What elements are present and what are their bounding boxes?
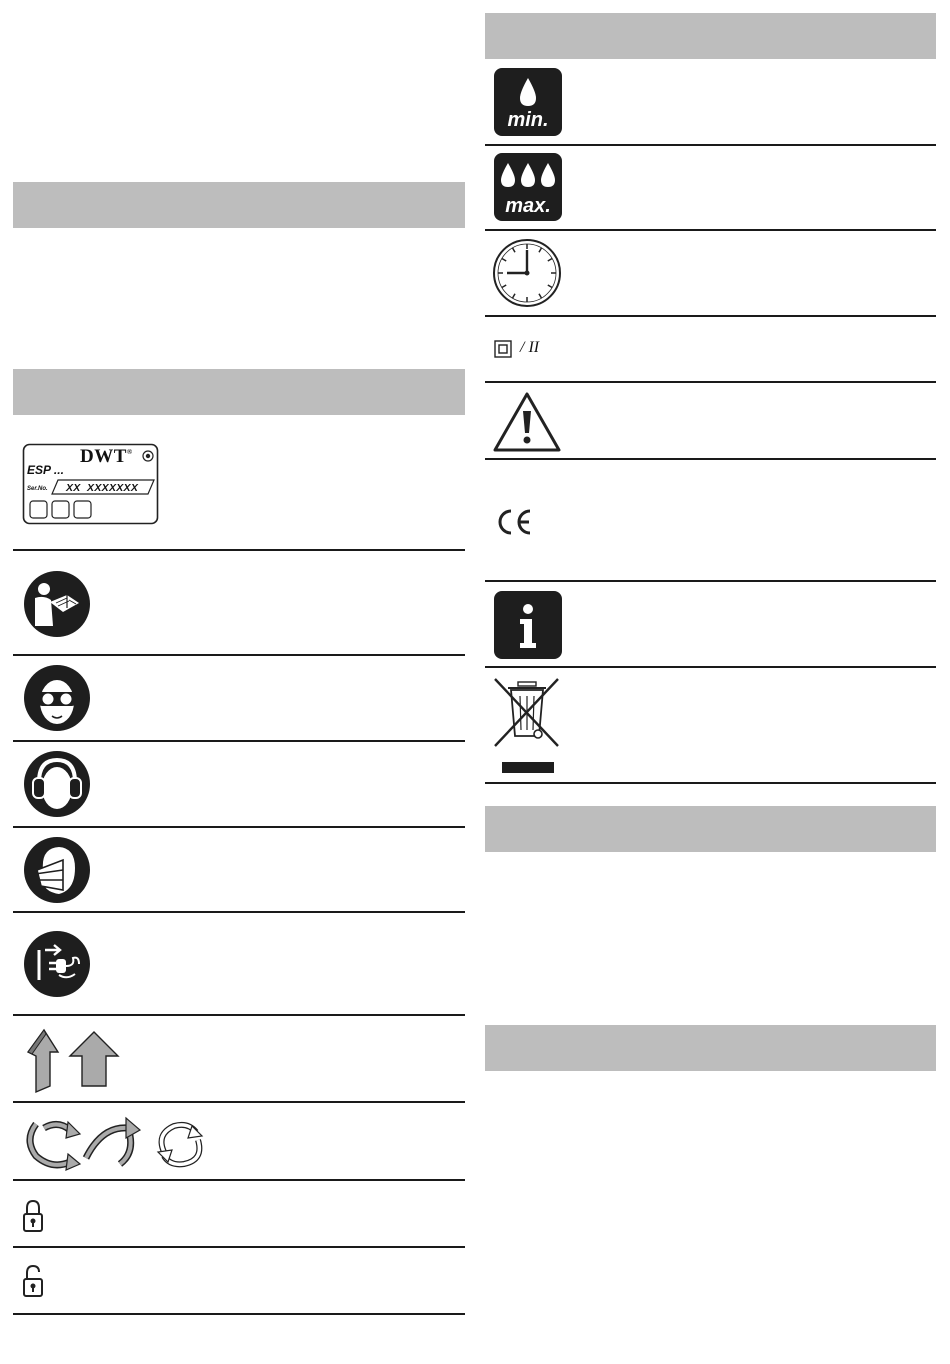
row-divider bbox=[485, 229, 936, 231]
plate-brand-name: DWT bbox=[80, 446, 127, 467]
info-icon bbox=[494, 591, 562, 659]
lock-closed-icon bbox=[22, 1199, 44, 1233]
section-header-band-1 bbox=[13, 182, 465, 228]
ear-protection-icon bbox=[23, 750, 91, 818]
direction-arrows-icon bbox=[22, 1022, 122, 1094]
row-divider bbox=[13, 1179, 465, 1181]
section-header-band-4 bbox=[485, 1025, 936, 1071]
plate-serial-label: Ser.No. bbox=[27, 486, 48, 492]
row-divider bbox=[13, 740, 465, 742]
row-divider bbox=[485, 458, 936, 460]
row-divider bbox=[13, 826, 465, 828]
safety-goggles-icon bbox=[23, 664, 91, 732]
row-divider bbox=[13, 1101, 465, 1103]
row-divider bbox=[13, 549, 465, 551]
plate-model: ESP ... bbox=[27, 463, 64, 477]
plate-brand bbox=[80, 446, 133, 468]
row-divider bbox=[485, 144, 936, 146]
plate-registered-mark: ® bbox=[126, 448, 133, 456]
protection-class-icon bbox=[494, 340, 512, 358]
ce-mark-icon bbox=[494, 508, 534, 536]
table-header-band bbox=[485, 13, 936, 59]
row-divider bbox=[485, 782, 936, 784]
min-label: min. bbox=[507, 109, 549, 131]
row-divider bbox=[13, 911, 465, 913]
lock-open-icon bbox=[22, 1264, 46, 1298]
row-divider bbox=[485, 315, 936, 317]
weee-bin-icon bbox=[492, 676, 562, 776]
read-manual-icon bbox=[23, 570, 91, 638]
row-divider bbox=[485, 381, 936, 383]
plate-serial-value: XX XXXXXXX bbox=[66, 482, 139, 494]
protection-class-label: / II bbox=[520, 339, 540, 356]
rotation-arrows-icon bbox=[22, 1112, 206, 1172]
unplug-icon bbox=[23, 930, 91, 998]
dust-mask-icon bbox=[23, 836, 91, 904]
clock-icon bbox=[492, 238, 562, 308]
row-divider bbox=[13, 1313, 465, 1315]
section-header-band-2 bbox=[13, 369, 465, 415]
max-label: max. bbox=[505, 195, 551, 217]
section-header-band-3 bbox=[485, 806, 936, 852]
row-divider bbox=[13, 1014, 465, 1016]
warning-icon bbox=[492, 391, 562, 453]
row-divider bbox=[485, 666, 936, 668]
row-divider bbox=[485, 580, 936, 582]
row-divider bbox=[13, 1246, 465, 1248]
row-divider bbox=[13, 654, 465, 656]
